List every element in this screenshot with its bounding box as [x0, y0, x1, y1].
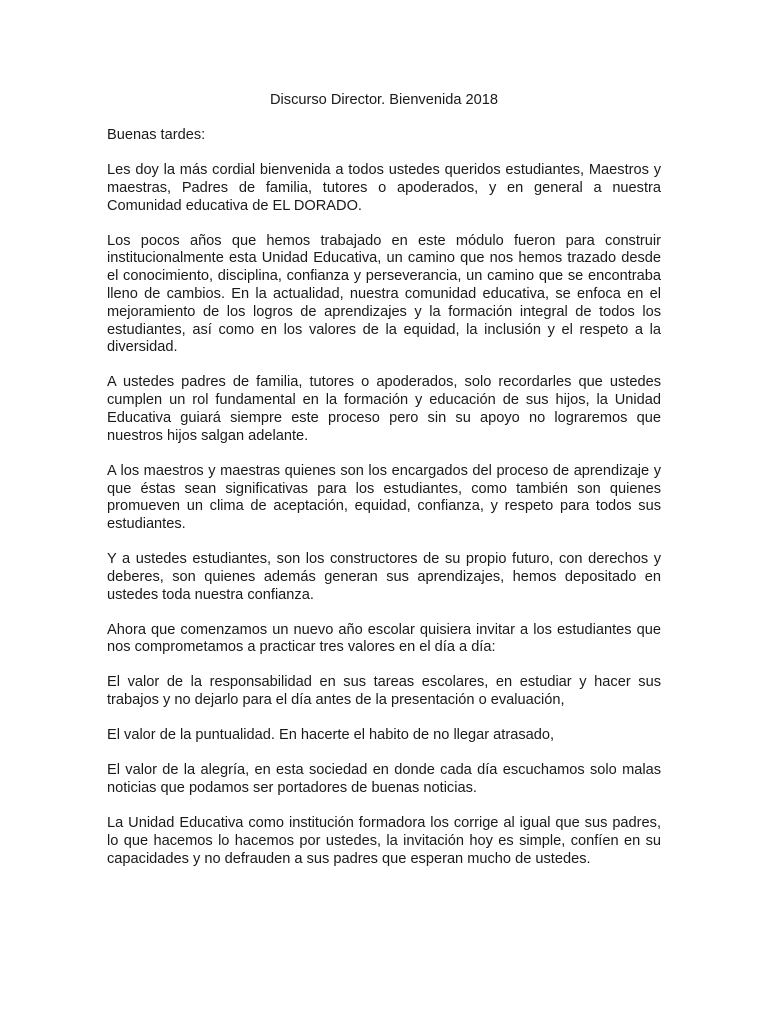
paragraph-teachers: A los maestros y maestras quienes son los encargados del proceso de aprendizaje y que éstas sean significativas para los estudiantes, como también son quienes promueven un clima de aceptación, equidad, confianza, y respeto para todos sus estudiantes.	[107, 462, 661, 533]
paragraph-parents: A ustedes padres de familia, tutores o apoderados, solo recordarles que ustedes cumplen un rol fundamental en la formación y educación de sus hijos, la Unidad Educativa guiará siempre este proceso pero sin su apoyo no lograremos que nuestros hijos salgan adelante.	[107, 374, 661, 444]
paragraph-value-punctuality: El valor de la puntualidad. En hacerte el habito de no llegar atrasado,	[107, 727, 555, 744]
paragraph-students: Y a ustedes estudiantes, son los constructores de su propio futuro, con derechos y deberes, son quienes además generan sus aprendizajes, hemos depositado en ustedes toda nuestra confianza.	[107, 551, 661, 603]
document-body	[107, 127, 661, 886]
paragraph-value-responsibility: El valor de la responsabilidad en sus tareas escolares, en estudiar y hacer sus trabajos y no dejarlo para el día antes de la presentación o evaluación,	[107, 674, 661, 709]
greeting: Buenas tardes:	[107, 127, 206, 143]
paragraph-values-intro: Ahora que comenzamos un nuevo año escolar quisiera invitar a los estudiantes que nos comprometamos a practicar tres valores en el día a día:	[107, 621, 661, 656]
paragraph-welcome: Les doy la más cordial bienvenida a todos ustedes queridos estudiantes, Maestros y maestras, Padres de familia, tutores o apoderados, y en general a nuestra Comunidad educativa de EL DORADO.	[107, 161, 661, 214]
paragraph-history: Los pocos años que hemos trabajado en este módulo fueron para construir institucionalmente esta Unidad Educativa, un camino que nos hemos trazado desde el conocimiento, disciplina, confianza y perseverancia, un camino que se encontraba lleno de cambios. En la actualidad, nuestra comunidad educativa, se enfoca en el mejoramiento de los logros de aprendizajes y la formación integral de todos los estudiantes, así como en los valores de la equidad, la inclusión y el respeto a la diversidad.	[107, 232, 661, 356]
document-title: Discurso Director. Bienvenida 2018	[270, 92, 498, 108]
paragraph-closing: La Unidad Educativa como institución formadora los corrige al igual que sus padres, lo que hacemos lo hacemos por ustedes, la invitación hoy es simple, confíen en su capacidades y no defrauden a sus padres que esperan mucho de ustedes.	[107, 814, 661, 867]
paragraph-value-joy: El valor de la alegría, en esta sociedad en donde cada día escuchamos solo malas noticias que podamos ser portadores de buenas noticias.	[107, 762, 661, 796]
